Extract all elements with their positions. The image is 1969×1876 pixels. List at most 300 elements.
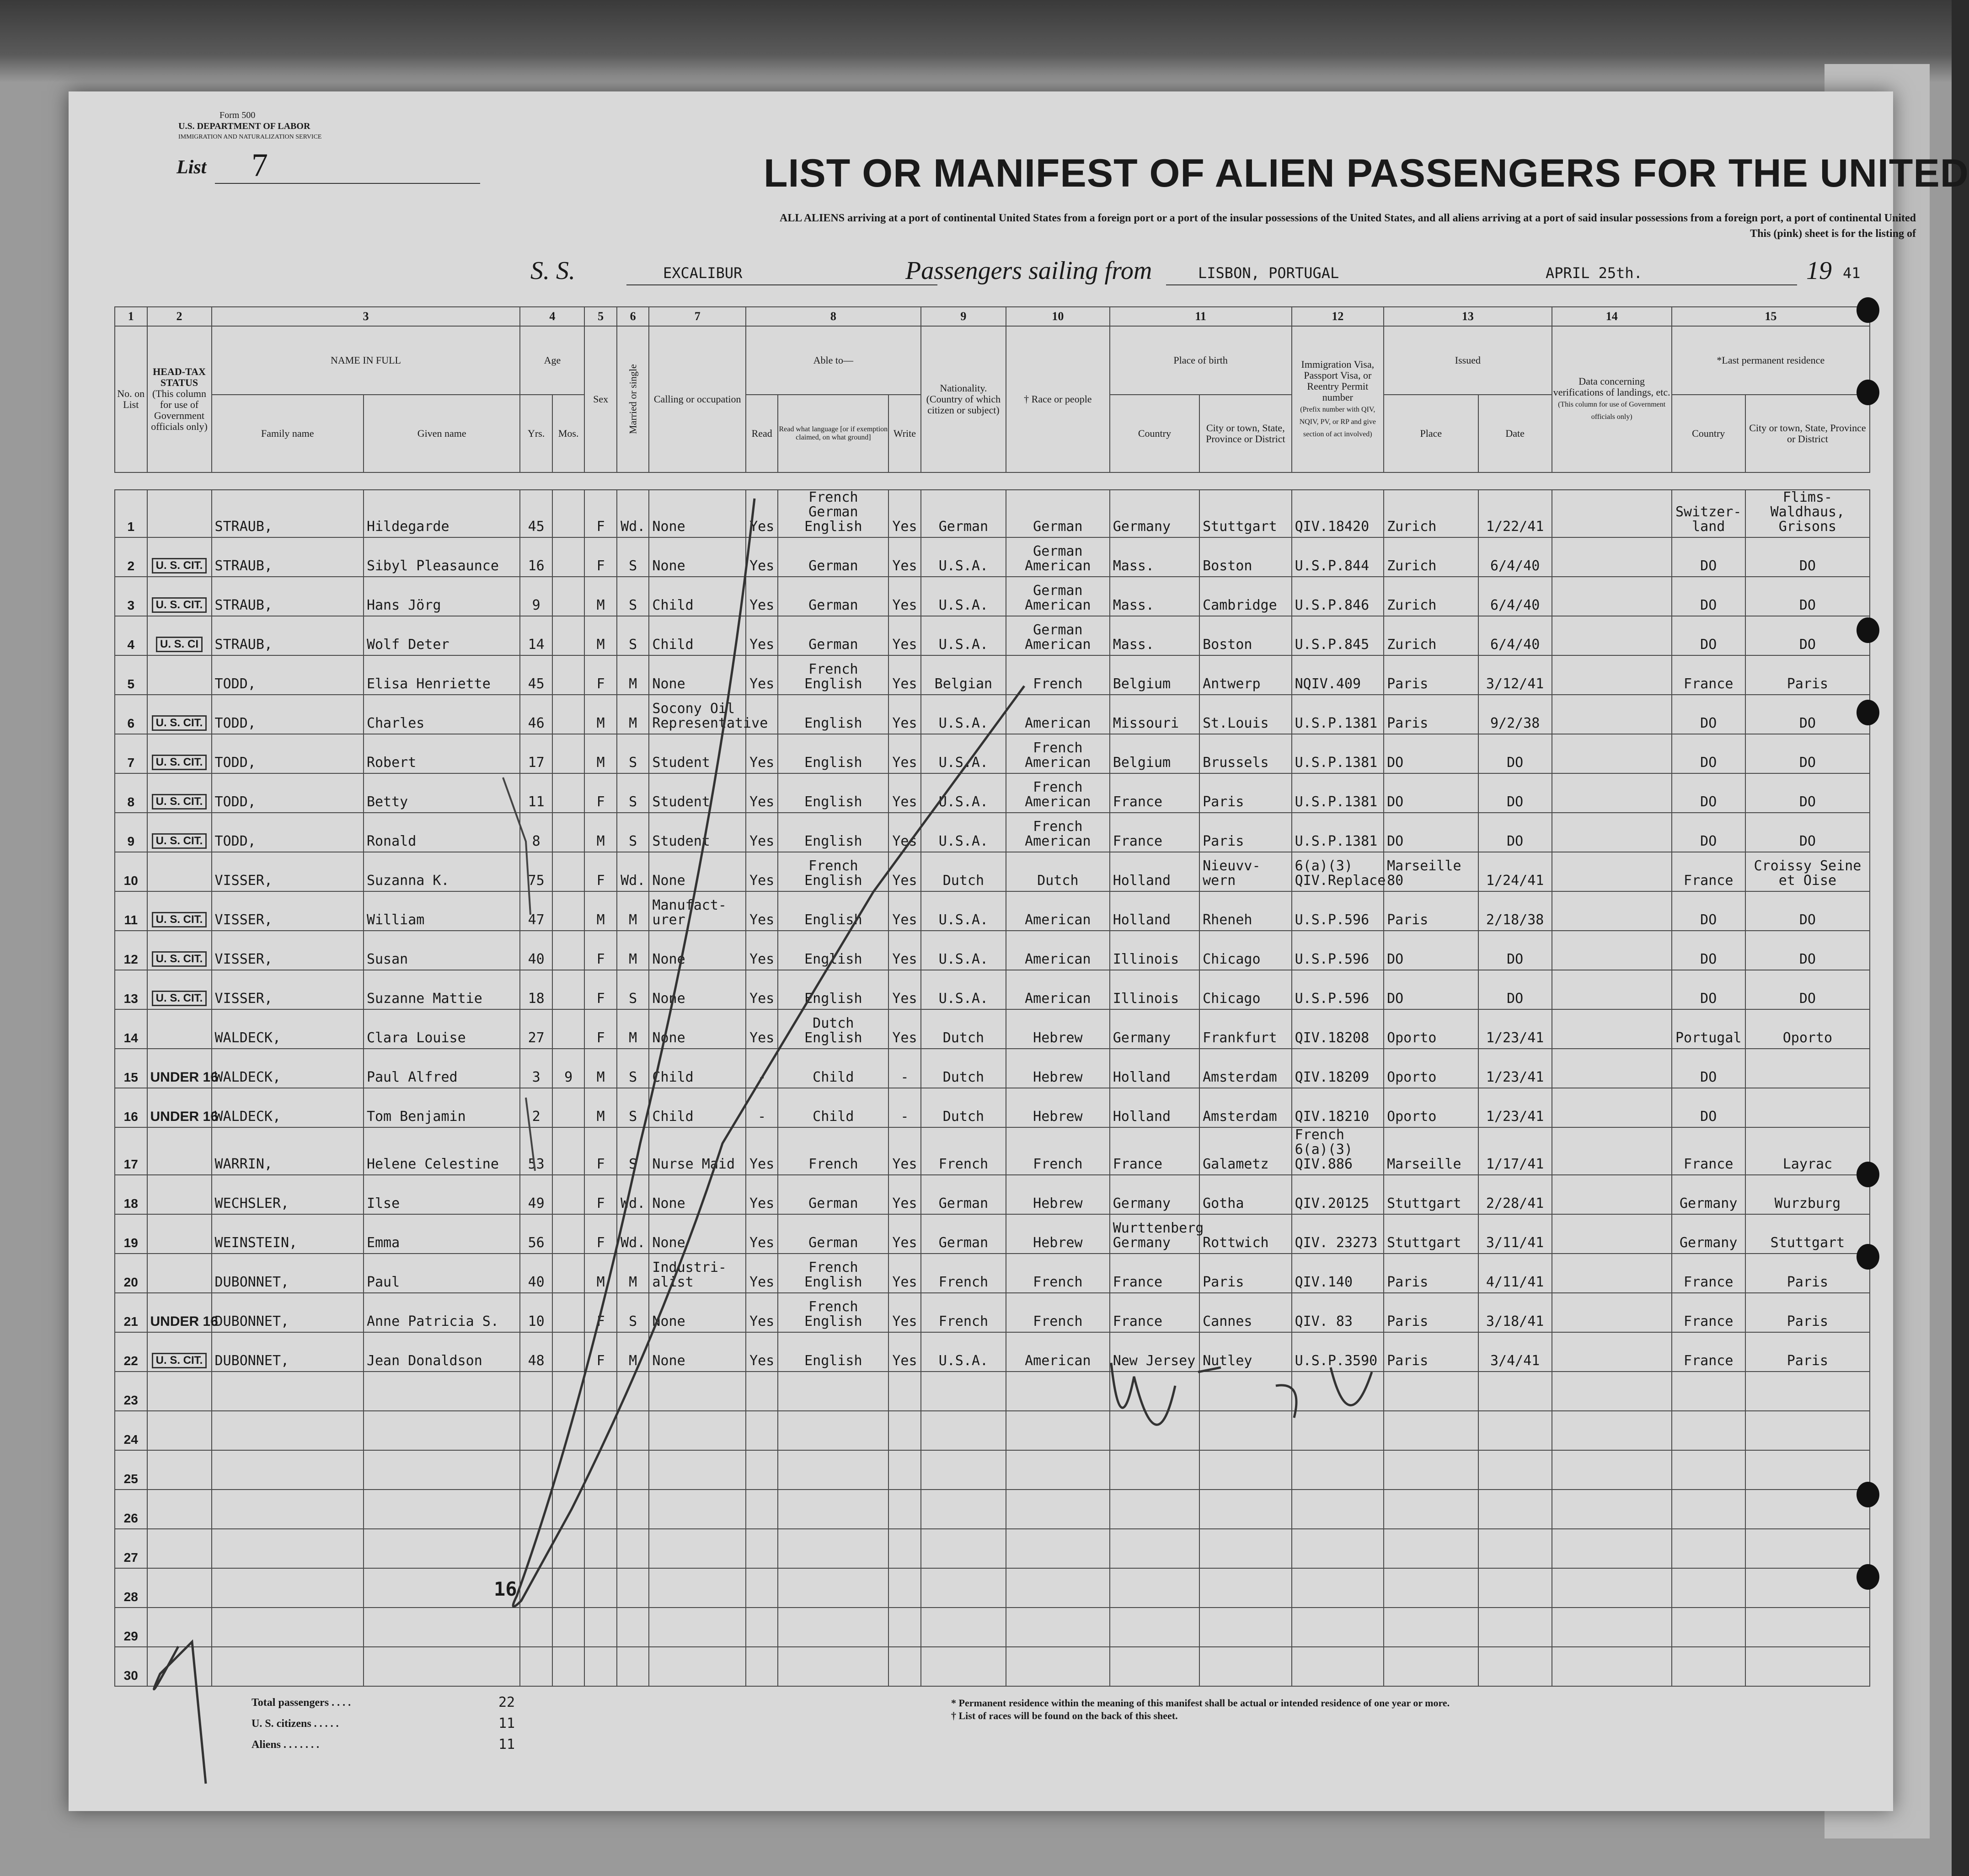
issued-place: Marseille 80 [1384,852,1478,891]
occupation: None [649,931,746,970]
residence-city: DO [1745,616,1870,655]
given-name: Jean Donaldson [364,1332,520,1372]
us-citizen-stamp: U. S. CI [156,637,203,652]
issued-date-header: Date [1478,395,1552,472]
residence-country: France [1672,1254,1745,1293]
race: German American [1006,537,1110,577]
row-number: 22 [115,1332,147,1372]
birth-country: Missouri [1110,695,1199,734]
us-citizen-stamp: U. S. CIT. [152,991,207,1006]
nationality: U.S.A. [921,970,1006,1009]
family-name: WEINSTEIN, [212,1214,364,1254]
birth-city: Brussels [1199,734,1291,773]
res-country-header: Country [1672,395,1745,472]
row-number: 15 [115,1049,147,1088]
birth-country: France [1110,1254,1199,1293]
row-number: 23 [115,1372,147,1411]
occupation: None [649,970,746,1009]
birth-city: Paris [1199,813,1291,852]
can-read: Yes [746,852,778,891]
birth-city: Nutley [1199,1332,1291,1372]
birth-country: Holland [1110,852,1199,891]
birth-country: Wurttenberg Germany [1110,1214,1199,1254]
residence-country: Portugal [1672,1009,1745,1049]
read-language: French English [778,1254,888,1293]
marital-status: S [617,537,649,577]
sex: F [584,537,617,577]
issued-place: Stuttgart [1384,1175,1478,1214]
occupation: Child [649,616,746,655]
age-years: 27 [520,1009,552,1049]
race: American [1006,695,1110,734]
nationality: Dutch [921,1088,1006,1127]
can-write: Yes [888,1175,921,1214]
sex: M [584,891,617,931]
row-number: 25 [115,1450,147,1490]
row-number: 5 [115,655,147,695]
row-number: 18 [115,1175,147,1214]
can-read: Yes [746,1332,778,1372]
residence-city: Flims- Waldhaus, Grisons [1745,490,1870,537]
row-number: 20 [115,1254,147,1293]
family-name: WALDECK, [212,1049,364,1088]
birth-country: France [1110,813,1199,852]
pencil-stroke [503,777,535,1171]
can-write: Yes [888,773,921,813]
occupation: None [649,852,746,891]
visa-number: QIV.140 [1292,1254,1384,1293]
residence-city: Paris [1745,1254,1870,1293]
can-write: Yes [888,1009,921,1049]
visa-number: U.S.P.596 [1292,931,1384,970]
marital-status: S [617,577,649,616]
departure-port: LISBON, PORTUGAL [1198,264,1339,282]
residence-city: Paris [1745,1332,1870,1372]
residence-city: Layrac [1745,1127,1870,1175]
issued-place: DO [1384,773,1478,813]
marital-status: M [617,695,649,734]
marital-status: M [617,1332,649,1372]
given-name: Anne Patricia S. [364,1293,520,1332]
sex: M [584,734,617,773]
given-name-header: Given name [364,395,520,472]
nationality: German [921,1214,1006,1254]
residence-city: Croissy Seine et Oise [1745,852,1870,891]
can-write: Yes [888,695,921,734]
age-years: 16 [520,537,552,577]
visa-number: U.S.P.844 [1292,537,1384,577]
issued-date: 2/18/38 [1478,891,1552,931]
race: French [1006,1254,1110,1293]
sex: M [584,813,617,852]
family-name: WARRIN, [212,1127,364,1175]
row-number: 11 [115,891,147,931]
family-name: VISSER, [212,891,364,931]
can-write: Yes [888,655,921,695]
birth-country: Mass. [1110,537,1199,577]
occupation: None [649,490,746,537]
col-num: 6 [617,307,649,326]
year-prefix: 19 [1806,257,1832,285]
binder-hole [1857,1244,1879,1270]
can-read: Yes [746,1254,778,1293]
family-name: TODD, [212,813,364,852]
given-name: Ilse [364,1175,520,1214]
nationality-header: Nationality. (Country of which citizen or subject) [921,326,1006,472]
marital-status: S [617,1088,649,1127]
can-write: - [888,1049,921,1088]
issued-place: Paris [1384,891,1478,931]
family-name: DUBONNET, [212,1254,364,1293]
col-num: 11 [1110,307,1292,326]
family-name-header: Family name [212,395,364,472]
birth-country: Illinois [1110,970,1199,1009]
residence-country: Germany [1672,1214,1745,1254]
name-header: NAME IN FULL [212,326,520,395]
race: American [1006,891,1110,931]
binder-hole [1857,297,1879,323]
age-years: 53 [520,1127,552,1175]
sex: M [584,616,617,655]
can-read: Yes [746,1175,778,1214]
residence-country: DO [1672,577,1745,616]
issued-place: Paris [1384,695,1478,734]
sex: F [584,655,617,695]
birth-country: Mass. [1110,616,1199,655]
age-years: 17 [520,734,552,773]
birth-country: Belgium [1110,734,1199,773]
residence-country: Germany [1672,1175,1745,1214]
age-years: 10 [520,1293,552,1332]
read-language: Dutch English [778,1009,888,1049]
row-number: 1 [115,490,147,537]
birth-city-header: City or town, State, Province or District [1199,395,1291,472]
issued-date: 1/17/41 [1478,1127,1552,1175]
row-number: 19 [115,1214,147,1254]
family-name: TODD, [212,695,364,734]
visa-number: QIV.18210 [1292,1088,1384,1127]
row-number: 16 [115,1088,147,1127]
issued-date: DO [1478,734,1552,773]
read-language: French English [778,655,888,695]
page-title: LIST OR MANIFEST OF ALIEN PASSENGERS FOR THE UNITED [764,151,1969,195]
given-name: Helene Celestine [364,1127,520,1175]
read-language: French [778,1127,888,1175]
row-number: 7 [115,734,147,773]
birth-city: Rheneh [1199,891,1291,931]
col-num: 12 [1292,307,1384,326]
age-months: 9 [552,1049,585,1088]
occupation: Child [649,1049,746,1088]
visa-number: QIV.20125 [1292,1175,1384,1214]
can-write: Yes [888,1293,921,1332]
race: Hebrew [1006,1214,1110,1254]
residence-header: *Last permanent residence [1672,326,1870,395]
sex: F [584,773,617,813]
family-name: WALDECK, [212,1009,364,1049]
residence-city: Paris [1745,1293,1870,1332]
residence-city: DO [1745,695,1870,734]
residence-country: DO [1672,891,1745,931]
issued-date: 9/2/38 [1478,695,1552,734]
marital-status: S [617,1049,649,1088]
issued-place: Zurich [1384,577,1478,616]
sex: M [584,1254,617,1293]
aliens-label: Aliens [251,1739,281,1751]
can-write: Yes [888,1332,921,1372]
residence-city: DO [1745,537,1870,577]
birth-city: Boston [1199,537,1291,577]
visa-number: U.S.P.596 [1292,970,1384,1009]
race: German [1006,490,1110,537]
birth-country: Illinois [1110,931,1199,970]
residence-country: France [1672,1332,1745,1372]
row-number: 24 [115,1411,147,1450]
ship-name: EXCALIBUR [663,264,743,282]
residence-country: Switzer- land [1672,490,1745,537]
us-citizen-stamp: U. S. CIT. [152,794,207,809]
read-language: English [778,773,888,813]
col-num: 15 [1672,307,1870,326]
can-read: Yes [746,537,778,577]
birth-city: Stuttgart [1199,490,1291,537]
col-num: 7 [649,307,746,326]
birth-city: Cannes [1199,1293,1291,1332]
issued-date: 3/4/41 [1478,1332,1552,1372]
manifest-sheet [69,91,1969,1811]
age-years: 75 [520,852,552,891]
given-name: Paul Alfred [364,1049,520,1088]
service: IMMIGRATION AND NATURALIZATION SERVICE [178,134,322,140]
age-years: 48 [520,1332,552,1372]
col-num: 14 [1552,307,1672,326]
issued-place: Oporto [1384,1088,1478,1127]
race: American [1006,1332,1110,1372]
row-number: 10 [115,852,147,891]
nationality: U.S.A. [921,695,1006,734]
age-years: 56 [520,1214,552,1254]
residence-country: DO [1672,695,1745,734]
visa-number: QIV.18208 [1292,1009,1384,1049]
birth-city: Chicago [1199,970,1291,1009]
yrs-header: Yrs. [520,395,552,472]
issued-place: Paris [1384,1332,1478,1372]
total-passengers-label: Total passengers [251,1697,329,1709]
birth-city: Cambridge [1199,577,1291,616]
birth-country: Germany [1110,1175,1199,1214]
given-name: Wolf Deter [364,616,520,655]
issued-place: Paris [1384,655,1478,695]
occupation: Industri- alist [649,1254,746,1293]
mos-header: Mos. [552,395,585,472]
race: French American [1006,734,1110,773]
age-years: 2 [520,1088,552,1127]
can-write: Yes [888,734,921,773]
issued-date: DO [1478,931,1552,970]
race: French American [1006,813,1110,852]
marital-status: S [617,813,649,852]
marital-status: Wd. [617,490,649,537]
age-years: 40 [520,931,552,970]
sex: F [584,970,617,1009]
can-write: Yes [888,931,921,970]
residence-country: DO [1672,1088,1745,1127]
birth-city: Paris [1199,773,1291,813]
residence-city: DO [1745,773,1870,813]
residence-country: DO [1672,616,1745,655]
issued-place: Oporto [1384,1009,1478,1049]
birth-city: Paris [1199,1254,1291,1293]
age-header: Age [520,326,584,395]
sex: F [584,931,617,970]
can-read: Yes [746,655,778,695]
given-name: Suzanna K. [364,852,520,891]
issued-date: 1/24/41 [1478,852,1552,891]
read-language: English [778,891,888,931]
issued-date: 2/28/41 [1478,1175,1552,1214]
read-language: English [778,813,888,852]
issued-date: 1/22/41 [1478,490,1552,537]
sailing-label: Passengers sailing from [905,257,1152,285]
can-read: Yes [746,490,778,537]
residence-city: DO [1745,931,1870,970]
visa-number: U.S.P.1381 [1292,695,1384,734]
marital-status: S [617,1293,649,1332]
form-number: Form 500 [219,110,256,120]
age-years: 8 [520,813,552,852]
us-citizen-stamp: U. S. CIT. [152,558,207,574]
birth-city: Frankfurt [1199,1009,1291,1049]
read-language: English [778,734,888,773]
can-write: Yes [888,616,921,655]
no-on-list-header: No. on List [115,326,147,472]
given-name: Robert [364,734,520,773]
sex: F [584,1214,617,1254]
residence-city: DO [1745,970,1870,1009]
given-name: Betty [364,773,520,813]
can-read: Yes [746,813,778,852]
given-name: Paul [364,1254,520,1293]
birth-city: Amsterdam [1199,1088,1291,1127]
issued-date: 3/12/41 [1478,655,1552,695]
issued-place: DO [1384,813,1478,852]
birth-city: Boston [1199,616,1291,655]
nationality: U.S.A. [921,813,1006,852]
issued-place: Oporto [1384,1049,1478,1088]
age-years: 9 [520,577,552,616]
occupation: Student [649,773,746,813]
birth-city: Nieuvv- wern [1199,852,1291,891]
birth-city: Antwerp [1199,655,1291,695]
issued-date: DO [1478,970,1552,1009]
age-years: 11 [520,773,552,813]
age-years: 40 [520,1254,552,1293]
residence-country: DO [1672,773,1745,813]
race: French [1006,1127,1110,1175]
can-read: Yes [746,891,778,931]
head-tax-title: HEAD-TAX STATUS [153,366,206,388]
read-language: Child [778,1049,888,1088]
binder-hole [1857,1162,1879,1187]
birth-country: France [1110,1127,1199,1175]
marital-status: S [617,734,649,773]
age-years: 49 [520,1175,552,1214]
issued-date: 6/4/40 [1478,537,1552,577]
age-years: 45 [520,490,552,537]
row-number: 26 [115,1490,147,1529]
department: U.S. DEPARTMENT OF LABOR [178,121,310,131]
read-language: French English [778,1293,888,1332]
nationality: U.S.A. [921,577,1006,616]
issued-place: DO [1384,931,1478,970]
sex: F [584,1332,617,1372]
birth-city: Gotha [1199,1175,1291,1214]
visa-number: U.S.P.1381 [1292,773,1384,813]
birth-country: Germany [1110,1009,1199,1049]
row-number: 21 [115,1293,147,1332]
marital-status: Wd. [617,1214,649,1254]
issued-place: Stuttgart [1384,1214,1478,1254]
issued-date: 3/11/41 [1478,1214,1552,1254]
read-language: German [778,577,888,616]
race: Hebrew [1006,1088,1110,1127]
age-years: 3 [520,1049,552,1088]
residence-city: DO [1745,734,1870,773]
row-number: 27 [115,1529,147,1568]
can-write: Yes [888,852,921,891]
marital-status: Wd. [617,852,649,891]
row-number: 6 [115,695,147,734]
race: Hebrew [1006,1175,1110,1214]
birth-country: Belgium [1110,655,1199,695]
given-name: Suzanne Mattie [364,970,520,1009]
year-suffix: 41 [1843,264,1861,282]
age-years: 45 [520,655,552,695]
age-years: 14 [520,616,552,655]
row-number: 12 [115,931,147,970]
nationality: U.S.A. [921,773,1006,813]
race: French [1006,655,1110,695]
marital-status: S [617,1127,649,1175]
subtitle-line-2: This (pink) sheet is for the listing of [1750,228,1916,240]
nationality: U.S.A. [921,537,1006,577]
residence-country: DO [1672,1049,1745,1088]
issued-place-header: Place [1384,395,1478,472]
family-name: VISSER, [212,970,364,1009]
total-passengers-value: 22 [498,1694,515,1710]
family-name: VISSER, [212,931,364,970]
can-read: Yes [746,1127,778,1175]
occupation: None [649,1009,746,1049]
nationality: Dutch [921,852,1006,891]
binder-hole [1857,1482,1879,1507]
visa-number: U.S.P.846 [1292,577,1384,616]
occupation: Socony Oil Representative [649,695,746,734]
write-header: Write [888,395,921,472]
given-name: Ronald [364,813,520,852]
can-write: Yes [888,970,921,1009]
read-language: German [778,1214,888,1254]
family-name: STRAUB, [212,537,364,577]
total-passengers-row: Total passengers . . . . 22 [251,1692,526,1713]
list-number: 7 [251,147,268,183]
binder-hole [1857,700,1879,725]
read-language: French English [778,852,888,891]
family-name: DUBONNET, [212,1293,364,1332]
corner-check [154,1642,206,1784]
residence-country: DO [1672,813,1745,852]
issued-place: Zurich [1384,616,1478,655]
